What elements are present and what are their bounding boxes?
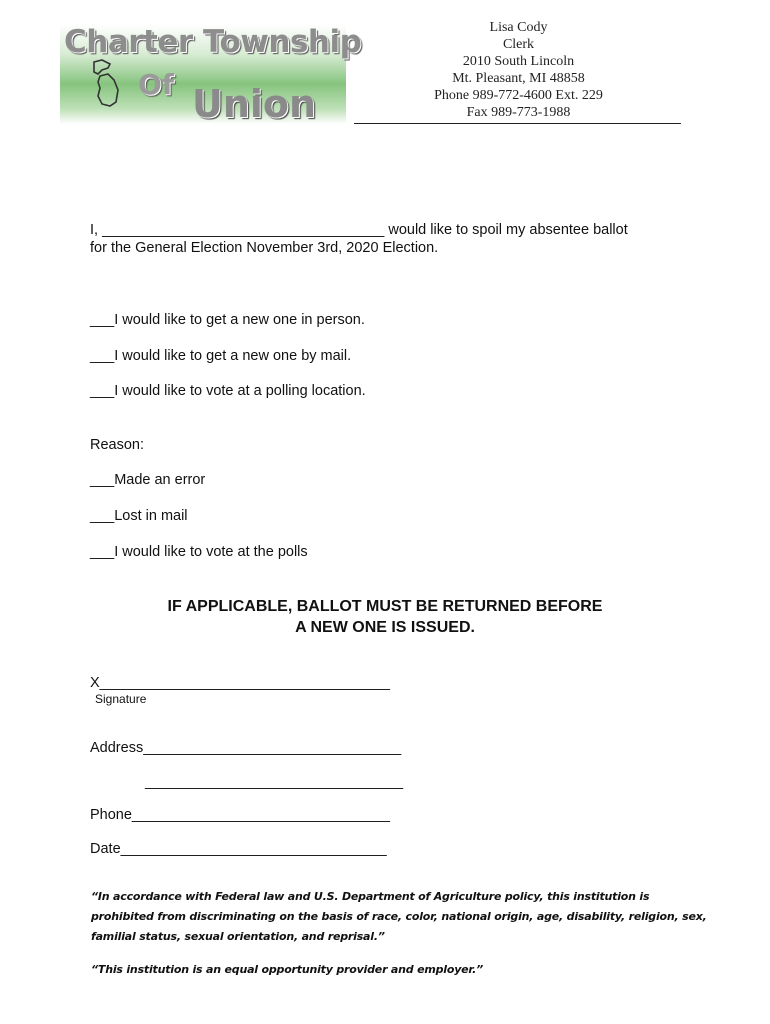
nondiscrimination-line-1: “In accordance with Federal law and U.S. Department of Agriculture policy, this institution is xyxy=(91,890,650,903)
statement-line-1: I, ___________________________________ would like to spoil my absentee ballot xyxy=(90,222,628,238)
street-address: 2010 South Lincoln xyxy=(462,54,575,69)
signature-field[interactable]: X____________________________________ xyxy=(90,675,390,691)
statement-line-2: for the General Election November 3rd, 2020 Election. xyxy=(90,240,439,256)
clerk-name: Lisa Cody xyxy=(489,20,548,35)
header-divider xyxy=(354,123,681,124)
reason-made-error[interactable]: ___Made an error xyxy=(90,472,206,488)
logo-text-of: Of xyxy=(138,68,174,101)
notice-line-2: A NEW ONE IS ISSUED. xyxy=(295,619,475,636)
city-state-zip: Mt. Pleasant, MI 48858 xyxy=(452,71,585,86)
reason-label: Reason: xyxy=(90,437,145,453)
address-field-line-2[interactable]: ________________________________ xyxy=(145,774,404,790)
fax-number: Fax 989-773-1988 xyxy=(466,105,571,120)
signature-label: Signature xyxy=(95,692,147,706)
nondiscrimination-line-3: familial status, sexual orientation, and reprisal.” xyxy=(91,930,385,943)
phone-number: Phone 989-772-4600 Ext. 229 xyxy=(434,88,603,103)
logo-text-union: Union xyxy=(192,82,317,126)
address-field[interactable]: Address________________________________ xyxy=(90,740,402,756)
reason-vote-at-polls[interactable]: ___I would like to vote at the polls xyxy=(90,544,308,560)
option-new-in-person[interactable]: ___I would like to get a new one in person. xyxy=(90,312,365,328)
clerk-title: Clerk xyxy=(502,37,535,52)
nondiscrimination-line-2: prohibited from discriminating on the basis of race, color, national origin, age, disability, religion, sex, xyxy=(91,910,707,923)
michigan-map-icon xyxy=(88,58,128,110)
township-logo xyxy=(60,24,362,126)
reason-lost-in-mail[interactable]: ___Lost in mail xyxy=(90,508,188,524)
option-vote-polling-location[interactable]: ___I would like to vote at a polling location. xyxy=(90,383,366,399)
notice-line-1: IF APPLICABLE, BALLOT MUST BE RETURNED BEFORE xyxy=(167,598,603,615)
equal-opportunity-statement: “This institution is an equal opportunity provider and employer.” xyxy=(91,963,483,976)
logo-text-charter-township: Charter Township xyxy=(64,24,362,60)
clerk-address-block xyxy=(356,19,681,121)
phone-field[interactable]: Phone________________________________ xyxy=(90,807,390,823)
date-field[interactable]: Date_________________________________ xyxy=(90,841,387,857)
option-new-by-mail[interactable]: ___I would like to get a new one by mail. xyxy=(90,348,352,364)
